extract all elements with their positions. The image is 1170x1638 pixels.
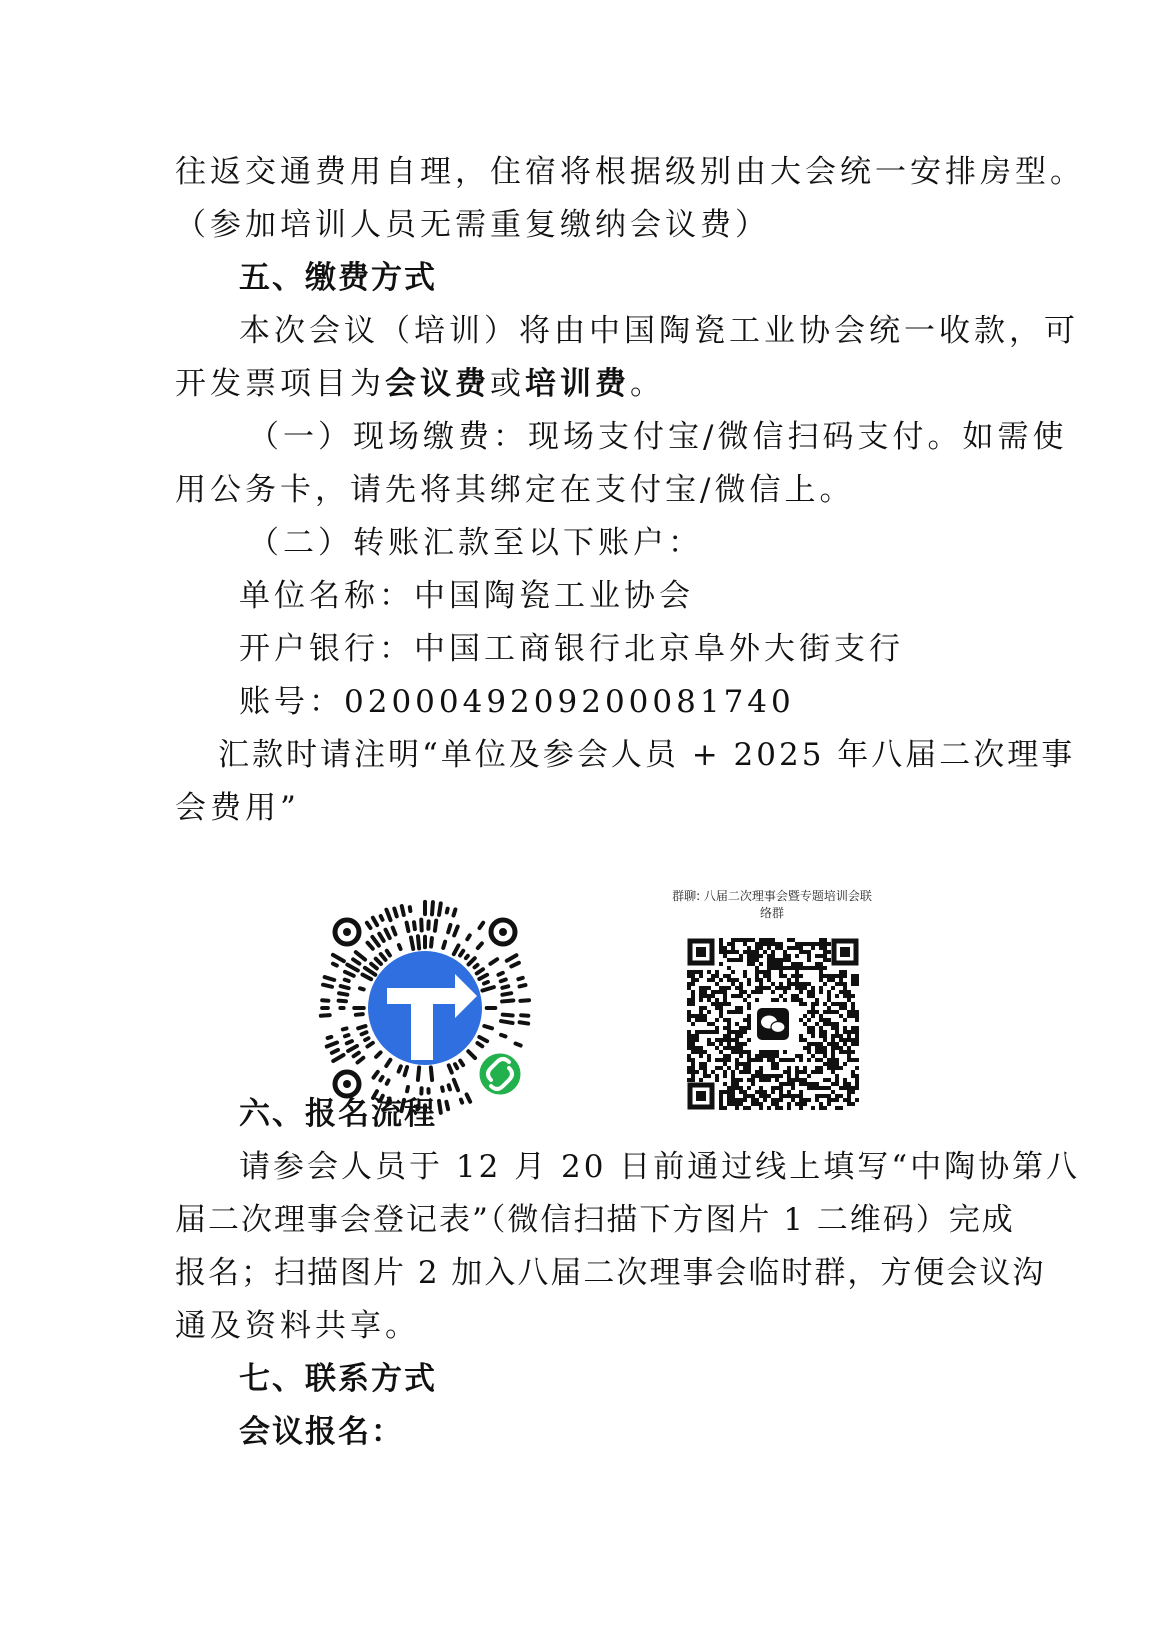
section-heading-payment: 五、缴费方式: [239, 260, 437, 296]
paragraph-line: 届二次理事会登记表”（微信扫描下方图片 1 二维码）完成: [175, 1202, 1015, 1238]
bold-text-training-fee: 培训费: [525, 366, 630, 402]
account-name-line: 单位名称：中国陶瓷工业协会: [239, 578, 694, 614]
paragraph-line: 用公务卡，请先将其绑定在支付宝/微信上。: [175, 472, 855, 508]
paragraph-line: 通及资料共享。: [175, 1308, 420, 1344]
section-heading-registration: 六、报名流程: [239, 1096, 437, 1132]
text-span: 开发票项目为: [175, 366, 385, 402]
paragraph-line: 会费用”: [175, 790, 300, 826]
bold-text-meeting-fee: 会议费: [385, 366, 490, 402]
bank-line: 开户银行：中国工商银行北京阜外大街支行: [239, 631, 904, 667]
paragraph-line: （一）现场缴费：现场支付宝/微信扫码支付。如需使: [248, 419, 1068, 455]
group-qr-caption: 群聊: 八届二次理事会暨专题培训会联络群: [672, 889, 872, 920]
paragraph-line: 报名；扫描图片 2 加入八届二次理事会临时群，方便会议沟: [175, 1255, 1046, 1291]
paragraph-line: 请参会人员于 12 月 20 日前通过线上填写“中陶协第八: [239, 1149, 1081, 1185]
account-number-line: 账号：0200049209200081740: [239, 684, 795, 720]
paragraph-line: 往返交通费用自理，住宿将根据级别由大会统一安排房型。: [175, 154, 1085, 190]
paragraph-line: （参加培训人员无需重复缴纳会议费）: [175, 207, 770, 243]
text-span: 。: [630, 366, 665, 402]
paragraph-line: 本次会议（培训）将由中国陶瓷工业协会统一收款，可: [239, 313, 1079, 349]
wechat-mini-program-code-icon[interactable]: [305, 888, 545, 1128]
meeting-registration-label: 会议报名：: [239, 1414, 404, 1450]
section-heading-contact: 七、联系方式: [239, 1361, 437, 1397]
paragraph-line: [175, 364, 665, 404]
paragraph-line: 汇款时请注明“单位及参会人员 + 2025 年八届二次理事: [218, 737, 1076, 773]
text-span: 或: [490, 366, 525, 402]
paragraph-line: （二）转账汇款至以下账户：: [248, 525, 703, 561]
wechat-group-qr-icon[interactable]: [687, 938, 859, 1110]
